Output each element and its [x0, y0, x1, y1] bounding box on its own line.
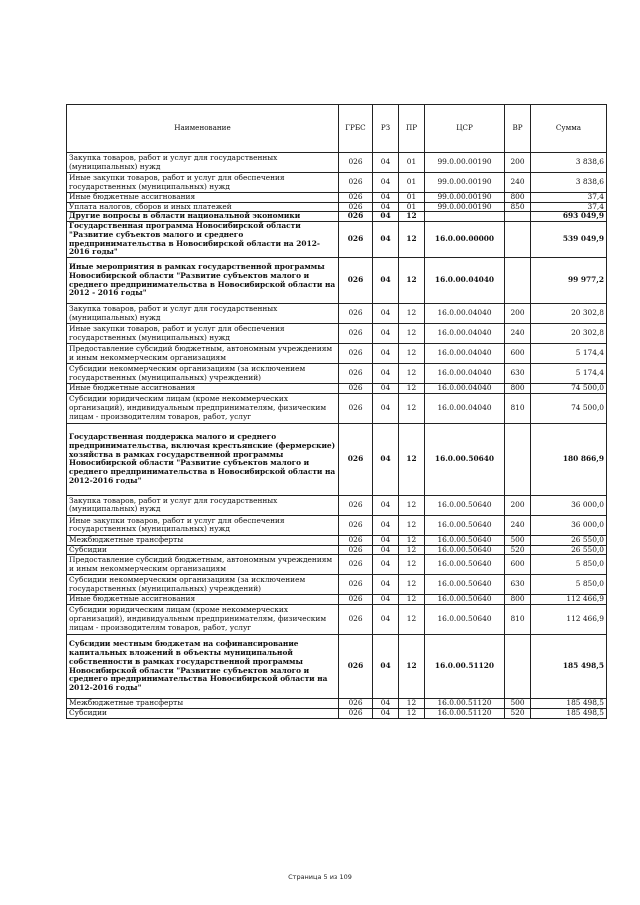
table-row	[67, 495, 607, 515]
cell-pr: 12	[399, 555, 425, 575]
cell-rz: 04	[373, 605, 399, 635]
table-row	[67, 153, 607, 173]
cell-sum: 3 838,6	[531, 153, 607, 173]
cell-name: Субсидии юридическим лицам (кроме некоммерческих организаций), индивидуальным предпринимателям, физическим лицам - производителям товаров, работ, услуг	[67, 605, 339, 635]
table-row	[67, 344, 607, 364]
table-body	[67, 153, 607, 719]
cell-rz: 04	[373, 344, 399, 364]
cell-sum: 185 498,5	[531, 708, 607, 718]
table-row	[67, 393, 607, 423]
cell-rz: 04	[373, 545, 399, 555]
cell-vr: 500	[505, 535, 531, 545]
cell-sum: 36 000,0	[531, 515, 607, 535]
cell-name: Государственная поддержка малого и среднего предпринимательства, включая крестьянские (фермерские) хозяйства в рамках государственной программы Новосибирской области "Развитие субъектов малого и среднего предпринимательства в Новосибирской области на 2012-2016 годы"	[67, 423, 339, 495]
cell-csr: 16.0.00.50640	[425, 545, 505, 555]
cell-rz: 04	[373, 173, 399, 193]
cell-rz: 04	[373, 495, 399, 515]
cell-rz: 04	[373, 202, 399, 212]
cell-rz: 04	[373, 364, 399, 384]
table-row	[67, 575, 607, 595]
cell-grbs: 026	[339, 699, 373, 709]
cell-pr: 12	[399, 222, 425, 258]
cell-grbs: 026	[339, 635, 373, 699]
cell-grbs: 026	[339, 575, 373, 595]
table-row	[67, 699, 607, 709]
cell-csr: 16.0.00.04040	[425, 304, 505, 324]
cell-name: Иные мероприятия в рамках государственной программы Новосибирской области "Развитие субъектов малого и среднего предпринимательства в Новосибирской области на 2012 - 2016 годы"	[67, 258, 339, 304]
cell-rz: 04	[373, 575, 399, 595]
cell-vr: 200	[505, 153, 531, 173]
cell-csr: 16.0.00.50640	[425, 515, 505, 535]
cell-grbs: 026	[339, 393, 373, 423]
cell-sum: 112 466,9	[531, 605, 607, 635]
table-row	[67, 635, 607, 699]
cell-pr: 12	[399, 393, 425, 423]
cell-grbs: 026	[339, 708, 373, 718]
header-rz: РЗ	[373, 105, 399, 153]
cell-pr: 12	[399, 708, 425, 718]
cell-grbs: 026	[339, 605, 373, 635]
cell-name: Уплата налогов, сборов и иных платежей	[67, 202, 339, 212]
cell-pr: 12	[399, 364, 425, 384]
cell-sum: 5 174,4	[531, 364, 607, 384]
header-name: Наименование	[67, 105, 339, 153]
cell-grbs: 026	[339, 515, 373, 535]
cell-vr: 800	[505, 193, 531, 203]
cell-csr: 16.0.00.04040	[425, 384, 505, 394]
cell-vr	[505, 635, 531, 699]
cell-vr: 240	[505, 515, 531, 535]
cell-sum: 3 838,6	[531, 173, 607, 193]
cell-sum: 112 466,9	[531, 595, 607, 605]
cell-csr: 16.0.00.50640	[425, 555, 505, 575]
cell-sum: 5 850,0	[531, 575, 607, 595]
cell-csr: 16.0.00.51120	[425, 699, 505, 709]
table-row	[67, 708, 607, 718]
cell-rz: 04	[373, 384, 399, 394]
table-row	[67, 595, 607, 605]
cell-csr: 16.0.00.04040	[425, 258, 505, 304]
header-sum: Сумма	[531, 105, 607, 153]
cell-csr: 99.0.00.00190	[425, 173, 505, 193]
cell-pr: 12	[399, 545, 425, 555]
cell-pr: 12	[399, 344, 425, 364]
cell-csr: 16.0.00.50640	[425, 423, 505, 495]
cell-sum: 20 302,8	[531, 324, 607, 344]
cell-sum: 26 550,0	[531, 545, 607, 555]
cell-vr	[505, 222, 531, 258]
cell-name: Государственная программа Новосибирской области "Развитие субъектов малого и среднего предпринимательства в Новосибирской области на 2012-2016 годы"	[67, 222, 339, 258]
cell-csr: 99.0.00.00190	[425, 202, 505, 212]
cell-grbs: 026	[339, 344, 373, 364]
cell-grbs: 026	[339, 535, 373, 545]
cell-vr: 630	[505, 575, 531, 595]
cell-vr: 800	[505, 595, 531, 605]
cell-rz: 04	[373, 699, 399, 709]
cell-grbs: 026	[339, 173, 373, 193]
cell-sum: 5 174,4	[531, 344, 607, 364]
cell-vr: 200	[505, 304, 531, 324]
cell-csr: 16.0.00.04040	[425, 364, 505, 384]
cell-rz: 04	[373, 515, 399, 535]
cell-sum: 99 977,2	[531, 258, 607, 304]
table-row	[67, 173, 607, 193]
cell-csr: 16.0.00.51120	[425, 708, 505, 718]
cell-rz: 04	[373, 304, 399, 324]
cell-name: Иные бюджетные ассигнования	[67, 193, 339, 203]
cell-csr: 16.0.00.50640	[425, 595, 505, 605]
cell-grbs: 026	[339, 595, 373, 605]
cell-pr: 12	[399, 535, 425, 545]
cell-sum: 37,4	[531, 193, 607, 203]
table-row	[67, 545, 607, 555]
header-csr: ЦСР	[425, 105, 505, 153]
cell-csr: 16.0.00.51120	[425, 635, 505, 699]
cell-grbs: 026	[339, 193, 373, 203]
cell-sum: 185 498,5	[531, 699, 607, 709]
cell-csr: 16.0.00.50640	[425, 575, 505, 595]
cell-vr: 850	[505, 202, 531, 212]
cell-rz: 04	[373, 555, 399, 575]
cell-sum: 74 500,0	[531, 393, 607, 423]
cell-pr: 12	[399, 635, 425, 699]
cell-name: Субсидии юридическим лицам (кроме некоммерческих организаций), индивидуальным предпринимателям, физическим лицам - производителям товаров, работ, услуг	[67, 393, 339, 423]
cell-name: Предоставление субсидий бюджетным, автономным учреждениям и иным некоммерческим организациям	[67, 344, 339, 364]
cell-pr: 12	[399, 304, 425, 324]
cell-sum: 36 000,0	[531, 495, 607, 515]
cell-rz: 04	[373, 324, 399, 344]
table-row	[67, 384, 607, 394]
cell-sum: 693 049,9	[531, 212, 607, 222]
cell-pr: 12	[399, 605, 425, 635]
cell-vr	[505, 212, 531, 222]
cell-csr: 16.0.00.00000	[425, 222, 505, 258]
cell-vr: 500	[505, 699, 531, 709]
cell-vr: 800	[505, 384, 531, 394]
cell-rz: 04	[373, 193, 399, 203]
cell-name: Иные бюджетные ассигнования	[67, 384, 339, 394]
cell-csr: 99.0.00.00190	[425, 153, 505, 173]
cell-csr: 16.0.00.04040	[425, 344, 505, 364]
cell-vr: 240	[505, 173, 531, 193]
header-vr: ВР	[505, 105, 531, 153]
cell-pr: 01	[399, 153, 425, 173]
cell-pr: 12	[399, 212, 425, 222]
cell-sum: 37,4	[531, 202, 607, 212]
cell-sum: 539 049,9	[531, 222, 607, 258]
cell-pr: 12	[399, 515, 425, 535]
cell-vr: 600	[505, 344, 531, 364]
cell-grbs: 026	[339, 384, 373, 394]
table-row	[67, 605, 607, 635]
cell-rz: 04	[373, 222, 399, 258]
cell-rz: 04	[373, 635, 399, 699]
cell-rz: 04	[373, 423, 399, 495]
cell-name: Субсидии	[67, 545, 339, 555]
cell-vr	[505, 258, 531, 304]
cell-grbs: 026	[339, 202, 373, 212]
cell-name: Закупка товаров, работ и услуг для государственных (муниципальных) нужд	[67, 304, 339, 324]
table-row	[67, 193, 607, 203]
cell-name: Иные закупки товаров, работ и услуг для обеспечения государственных (муниципальных) нужд	[67, 324, 339, 344]
cell-csr: 16.0.00.50640	[425, 605, 505, 635]
table-row	[67, 222, 607, 258]
cell-pr: 12	[399, 258, 425, 304]
cell-name: Иные бюджетные ассигнования	[67, 595, 339, 605]
cell-vr	[505, 423, 531, 495]
table-row	[67, 535, 607, 545]
cell-pr: 12	[399, 595, 425, 605]
cell-vr: 520	[505, 545, 531, 555]
cell-name: Иные закупки товаров, работ и услуг для обеспечения государственных (муниципальных) нужд	[67, 515, 339, 535]
cell-vr: 240	[505, 324, 531, 344]
cell-sum: 185 498,5	[531, 635, 607, 699]
cell-vr: 600	[505, 555, 531, 575]
cell-sum: 5 850,0	[531, 555, 607, 575]
cell-grbs: 026	[339, 545, 373, 555]
cell-pr: 12	[399, 324, 425, 344]
cell-sum: 20 302,8	[531, 304, 607, 324]
cell-csr: 16.0.00.04040	[425, 393, 505, 423]
cell-pr: 12	[399, 575, 425, 595]
cell-name: Субсидии	[67, 708, 339, 718]
cell-grbs: 026	[339, 258, 373, 304]
table-row	[67, 304, 607, 324]
cell-csr	[425, 212, 505, 222]
cell-rz: 04	[373, 708, 399, 718]
table-row	[67, 555, 607, 575]
cell-sum: 180 866,9	[531, 423, 607, 495]
cell-pr: 12	[399, 423, 425, 495]
budget-table	[66, 104, 607, 719]
cell-csr: 99.0.00.00190	[425, 193, 505, 203]
cell-pr: 01	[399, 202, 425, 212]
cell-sum: 26 550,0	[531, 535, 607, 545]
cell-name: Иные закупки товаров, работ и услуг для обеспечения государственных (муниципальных) нужд	[67, 173, 339, 193]
cell-name: Другие вопросы в области национальной экономики	[67, 212, 339, 222]
cell-pr: 01	[399, 173, 425, 193]
cell-name: Закупка товаров, работ и услуг для государственных (муниципальных) нужд	[67, 153, 339, 173]
cell-csr: 16.0.00.04040	[425, 324, 505, 344]
cell-pr: 12	[399, 384, 425, 394]
page-number: Страница 5 из 109	[288, 873, 352, 881]
cell-grbs: 026	[339, 324, 373, 344]
cell-name: Субсидии некоммерческим организациям (за исключением государственных (муниципальных) учреждений)	[67, 575, 339, 595]
cell-grbs: 026	[339, 222, 373, 258]
table-row	[67, 423, 607, 495]
header-grbs: ГРБС	[339, 105, 373, 153]
cell-grbs: 026	[339, 153, 373, 173]
cell-pr: 12	[399, 699, 425, 709]
cell-pr: 12	[399, 495, 425, 515]
cell-vr: 810	[505, 393, 531, 423]
cell-rz: 04	[373, 535, 399, 545]
cell-name: Субсидии местным бюджетам на софинансирование капитальных вложений в объекты муниципальной собственности в рамках государственной программы Новосибирской области "Развитие субъектов малого и среднего предпринимательства Новосибирской области на 2012-2016 годы"	[67, 635, 339, 699]
cell-name: Предоставление субсидий бюджетным, автономным учреждениям и иным некоммерческим организациям	[67, 555, 339, 575]
cell-rz: 04	[373, 258, 399, 304]
cell-grbs: 026	[339, 364, 373, 384]
cell-csr: 16.0.00.50640	[425, 535, 505, 545]
cell-rz: 04	[373, 595, 399, 605]
cell-rz: 04	[373, 393, 399, 423]
cell-vr: 520	[505, 708, 531, 718]
table-row	[67, 258, 607, 304]
cell-csr: 16.0.00.50640	[425, 495, 505, 515]
cell-name: Закупка товаров, работ и услуг для государственных (муниципальных) нужд	[67, 495, 339, 515]
cell-vr: 810	[505, 605, 531, 635]
header-pr: ПР	[399, 105, 425, 153]
cell-rz: 04	[373, 153, 399, 173]
cell-pr: 01	[399, 193, 425, 203]
cell-grbs: 026	[339, 423, 373, 495]
cell-sum: 74 500,0	[531, 384, 607, 394]
cell-grbs: 026	[339, 495, 373, 515]
cell-rz: 04	[373, 212, 399, 222]
cell-grbs: 026	[339, 555, 373, 575]
cell-name: Межбюджетные трансферты	[67, 699, 339, 709]
cell-grbs: 026	[339, 212, 373, 222]
cell-name: Субсидии некоммерческим организациям (за исключением государственных (муниципальных) учреждений)	[67, 364, 339, 384]
table-row	[67, 515, 607, 535]
table-row	[67, 364, 607, 384]
cell-vr: 630	[505, 364, 531, 384]
cell-vr: 200	[505, 495, 531, 515]
cell-grbs: 026	[339, 304, 373, 324]
table-header-row	[67, 105, 607, 153]
table-row	[67, 324, 607, 344]
cell-name: Межбюджетные трансферты	[67, 535, 339, 545]
